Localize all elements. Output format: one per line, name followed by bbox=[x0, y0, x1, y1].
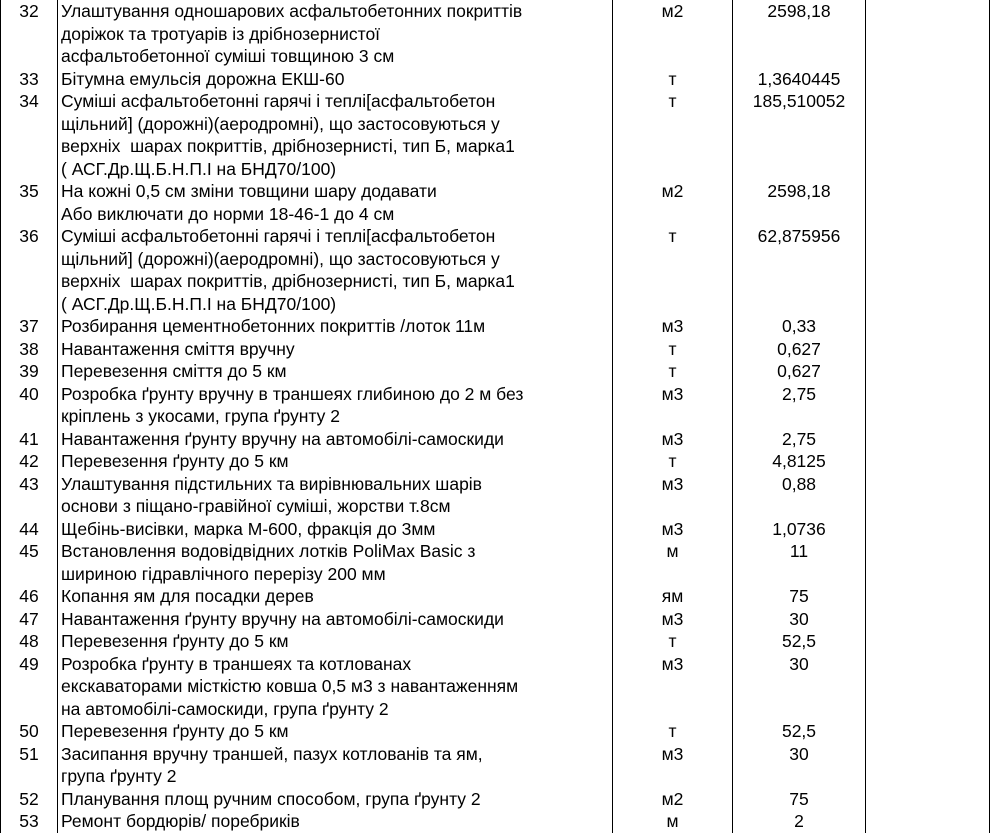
work-description bbox=[58, 810, 613, 833]
unit-cell: т bbox=[613, 450, 733, 473]
edge-cell bbox=[990, 338, 1000, 361]
empty-cell bbox=[866, 518, 990, 541]
empty-cell bbox=[866, 608, 990, 631]
edge-cell bbox=[990, 180, 1000, 225]
table-row bbox=[1, 720, 1000, 743]
description-line: на автомобілі-самоскиди, група ґрунту 2 bbox=[61, 698, 389, 719]
description-line: Улаштування підстильних та вирівнювальних шарів bbox=[61, 473, 482, 494]
unit-cell: м2 bbox=[613, 180, 733, 225]
work-description bbox=[58, 540, 613, 585]
row-number: 37 bbox=[1, 315, 58, 338]
quantity-cell: 11 bbox=[733, 540, 866, 585]
description-line: На кожні 0,5 см зміни товщини шару додавати bbox=[61, 181, 437, 201]
work-description bbox=[58, 383, 613, 428]
work-description bbox=[58, 450, 613, 473]
quantity-cell: 1,0736 bbox=[733, 518, 866, 541]
empty-cell bbox=[866, 540, 990, 585]
description-line: щільний] (дорожні)(аеродромні), що застосовуються у bbox=[61, 113, 500, 134]
table-row bbox=[1, 788, 1000, 811]
table-row bbox=[1, 90, 1000, 180]
unit-cell: ям bbox=[613, 585, 733, 608]
row-number: 51 bbox=[1, 743, 58, 788]
empty-cell bbox=[866, 180, 990, 225]
unit-cell: м bbox=[613, 810, 733, 833]
description-line: щільний] (дорожні)(аеродромні), що застосовуються у bbox=[61, 248, 500, 269]
work-description bbox=[58, 788, 613, 811]
table-row bbox=[1, 810, 1000, 833]
row-number: 34 bbox=[1, 90, 58, 180]
description-line: Щебінь-висівки, марка М-600, фракція до 3мм bbox=[61, 518, 436, 539]
unit-cell: м3 bbox=[613, 743, 733, 788]
description-line: Ремонт бордюрів/ поребриків bbox=[61, 811, 300, 831]
edge-cell bbox=[990, 315, 1000, 338]
quantity-cell: 75 bbox=[733, 585, 866, 608]
table-row bbox=[1, 315, 1000, 338]
description-line: Розробка ґрунту в траншеях та котлованах bbox=[61, 653, 412, 674]
row-number: 52 bbox=[1, 788, 58, 811]
unit-cell: м3 bbox=[613, 383, 733, 428]
unit-cell: м3 bbox=[613, 315, 733, 338]
empty-cell bbox=[866, 338, 990, 361]
work-description bbox=[58, 653, 613, 721]
edge-cell bbox=[990, 360, 1000, 383]
quantity-cell: 185,510052 bbox=[733, 90, 866, 180]
empty-cell bbox=[866, 90, 990, 180]
work-description bbox=[58, 518, 613, 541]
unit-cell: т bbox=[613, 720, 733, 743]
table-row bbox=[1, 68, 1000, 91]
quantity-cell: 4,8125 bbox=[733, 450, 866, 473]
work-description bbox=[58, 473, 613, 518]
description-line: шириною гідравлічного перерізу 200 мм bbox=[61, 563, 386, 584]
empty-cell bbox=[866, 585, 990, 608]
description-line: Навантаження сміття вручну bbox=[61, 338, 295, 359]
edge-cell bbox=[990, 630, 1000, 653]
empty-cell bbox=[866, 360, 990, 383]
edge-cell bbox=[990, 743, 1000, 788]
description-line: Перевезення ґрунту до 5 км bbox=[61, 721, 289, 741]
unit-cell: м3 bbox=[613, 608, 733, 631]
row-number: 42 bbox=[1, 450, 58, 473]
description-line: Перевезення ґрунту до 5 км bbox=[61, 451, 289, 471]
table-row bbox=[1, 743, 1000, 788]
work-description bbox=[58, 630, 613, 653]
quantity-cell: 30 bbox=[733, 743, 866, 788]
work-description bbox=[58, 720, 613, 743]
row-number: 32 bbox=[1, 0, 58, 68]
unit-cell: м3 bbox=[613, 518, 733, 541]
row-number: 33 bbox=[1, 68, 58, 91]
work-description bbox=[58, 0, 613, 68]
quantity-cell: 0,33 bbox=[733, 315, 866, 338]
description-line: Планування площ ручним способом, група ґрунту 2 bbox=[61, 788, 481, 809]
edge-cell bbox=[990, 788, 1000, 811]
empty-cell bbox=[866, 428, 990, 451]
table-row bbox=[1, 653, 1000, 721]
row-number: 39 bbox=[1, 360, 58, 383]
work-description bbox=[58, 90, 613, 180]
description-line: верхніх шарах покриттів, дрібнозернисті, тип Б, марка1 bbox=[61, 271, 515, 291]
quantity-cell: 52,5 bbox=[733, 720, 866, 743]
row-number: 40 bbox=[1, 383, 58, 428]
description-line: асфальтобетонної суміші товщиною 3 см bbox=[61, 46, 395, 66]
edge-cell bbox=[990, 608, 1000, 631]
table-row bbox=[1, 473, 1000, 518]
work-description bbox=[58, 338, 613, 361]
row-number: 47 bbox=[1, 608, 58, 631]
description-line: Або виключати до норми 18-46-1 до 4 см bbox=[61, 203, 395, 224]
description-line: група ґрунту 2 bbox=[61, 766, 177, 786]
table-row bbox=[1, 518, 1000, 541]
row-number: 35 bbox=[1, 180, 58, 225]
empty-cell bbox=[866, 473, 990, 518]
table-row bbox=[1, 450, 1000, 473]
empty-cell bbox=[866, 383, 990, 428]
description-line: Перевезення сміття до 5 км bbox=[61, 361, 287, 381]
description-line: Навантаження ґрунту вручну на автомобілі-самоскиди bbox=[61, 428, 504, 449]
description-line: Бітумна емульсія дорожна ЕКШ-60 bbox=[61, 68, 345, 89]
description-line: верхніх шарах покриттів, дрібнозернисті, тип Б, марка1 bbox=[61, 136, 515, 156]
table-row bbox=[1, 585, 1000, 608]
table-row bbox=[1, 383, 1000, 428]
edge-cell bbox=[990, 810, 1000, 833]
empty-cell bbox=[866, 743, 990, 788]
unit-cell: м2 bbox=[613, 788, 733, 811]
empty-cell bbox=[866, 630, 990, 653]
edge-cell bbox=[990, 540, 1000, 585]
work-description bbox=[58, 180, 613, 225]
unit-cell: м2 bbox=[613, 0, 733, 68]
table-row bbox=[1, 0, 1000, 68]
description-line: основи з піщано-гравійної суміші, жорстви т.8см bbox=[61, 496, 451, 516]
quantity-cell: 52,5 bbox=[733, 630, 866, 653]
description-line: Копання ям для посадки дерев bbox=[61, 586, 314, 606]
empty-cell bbox=[866, 0, 990, 68]
unit-cell: т bbox=[613, 68, 733, 91]
unit-cell: м bbox=[613, 540, 733, 585]
work-description bbox=[58, 608, 613, 631]
empty-cell bbox=[866, 315, 990, 338]
edge-cell bbox=[990, 68, 1000, 91]
quantity-cell: 1,3640445 bbox=[733, 68, 866, 91]
description-line: ( АСГ.Др.Щ.Б.Н.П.І на БНД70/100) bbox=[61, 293, 337, 314]
table-row bbox=[1, 180, 1000, 225]
empty-cell bbox=[866, 788, 990, 811]
table-row bbox=[1, 360, 1000, 383]
empty-cell bbox=[866, 810, 990, 833]
edge-cell bbox=[990, 518, 1000, 541]
table-row bbox=[1, 608, 1000, 631]
unit-cell: т bbox=[613, 630, 733, 653]
description-line: Улаштування одношарових асфальтобетонних покриттів bbox=[61, 1, 523, 21]
empty-cell bbox=[866, 450, 990, 473]
table-row bbox=[1, 540, 1000, 585]
unit-cell: м3 bbox=[613, 428, 733, 451]
work-description bbox=[58, 428, 613, 451]
description-line: Розробка ґрунту вручну в траншеях глибиною до 2 м без bbox=[61, 383, 524, 404]
edge-cell bbox=[990, 473, 1000, 518]
description-line: екскаваторами місткістю ковша 0,5 м3 з навантаженням bbox=[61, 676, 519, 696]
work-description bbox=[58, 315, 613, 338]
row-number: 49 bbox=[1, 653, 58, 721]
unit-cell: м3 bbox=[613, 473, 733, 518]
table-row bbox=[1, 225, 1000, 315]
description-line: Навантаження ґрунту вручну на автомобілі-самоскиди bbox=[61, 608, 504, 629]
table-row bbox=[1, 428, 1000, 451]
work-description bbox=[58, 68, 613, 91]
row-number: 53 bbox=[1, 810, 58, 833]
empty-cell bbox=[866, 68, 990, 91]
description-line: доріжок та тротуарів із дрібнозернистої bbox=[61, 23, 381, 44]
edge-cell bbox=[990, 428, 1000, 451]
work-description bbox=[58, 360, 613, 383]
quantity-cell: 0,627 bbox=[733, 360, 866, 383]
row-number: 36 bbox=[1, 225, 58, 315]
table-row bbox=[1, 338, 1000, 361]
unit-cell: м3 bbox=[613, 653, 733, 721]
quantity-cell: 2598,18 bbox=[733, 180, 866, 225]
table-body bbox=[1, 0, 1000, 833]
row-number: 46 bbox=[1, 585, 58, 608]
quantity-cell: 0,627 bbox=[733, 338, 866, 361]
description-line: Суміші асфальтобетонні гарячі і теплі[асфальтобетон bbox=[61, 91, 496, 111]
table-row bbox=[1, 630, 1000, 653]
description-line: Суміші асфальтобетонні гарячі і теплі[асфальтобетон bbox=[61, 226, 496, 246]
empty-cell bbox=[866, 653, 990, 721]
unit-cell: т bbox=[613, 338, 733, 361]
quantity-cell: 62,875956 bbox=[733, 225, 866, 315]
description-line: кріплень з укосами, група ґрунту 2 bbox=[61, 406, 341, 426]
row-number: 48 bbox=[1, 630, 58, 653]
unit-cell: т bbox=[613, 225, 733, 315]
work-description bbox=[58, 585, 613, 608]
description-line: Встановлення водовідвідних лотків PoliMax Basic з bbox=[61, 541, 476, 561]
empty-cell bbox=[866, 225, 990, 315]
row-number: 50 bbox=[1, 720, 58, 743]
description-line: Засипання вручну траншей, пазух котлованів та ям, bbox=[61, 743, 483, 764]
quantity-cell: 2,75 bbox=[733, 428, 866, 451]
row-number: 43 bbox=[1, 473, 58, 518]
row-number: 44 bbox=[1, 518, 58, 541]
edge-cell bbox=[990, 585, 1000, 608]
quantity-cell: 30 bbox=[733, 653, 866, 721]
work-description bbox=[58, 225, 613, 315]
quantity-cell: 75 bbox=[733, 788, 866, 811]
description-line: ( АСГ.Др.Щ.Б.Н.П.І на БНД70/100) bbox=[61, 158, 337, 179]
row-number: 38 bbox=[1, 338, 58, 361]
edge-cell bbox=[990, 653, 1000, 721]
quantity-cell: 2,75 bbox=[733, 383, 866, 428]
unit-cell: т bbox=[613, 360, 733, 383]
empty-cell bbox=[866, 720, 990, 743]
quantity-cell: 0,88 bbox=[733, 473, 866, 518]
description-line: Розбирання цементнобетонних покриттів /лоток 11м bbox=[61, 316, 486, 336]
edge-cell bbox=[990, 225, 1000, 315]
row-number: 41 bbox=[1, 428, 58, 451]
row-number: 45 bbox=[1, 540, 58, 585]
quantity-cell: 2 bbox=[733, 810, 866, 833]
quantity-cell: 2598,18 bbox=[733, 0, 866, 68]
edge-cell bbox=[990, 0, 1000, 68]
description-line: Перевезення ґрунту до 5 км bbox=[61, 631, 289, 651]
work-description bbox=[58, 743, 613, 788]
edge-cell bbox=[990, 383, 1000, 428]
edge-cell bbox=[990, 450, 1000, 473]
quantity-cell: 30 bbox=[733, 608, 866, 631]
edge-cell bbox=[990, 90, 1000, 180]
edge-cell bbox=[990, 720, 1000, 743]
unit-cell: т bbox=[613, 90, 733, 180]
